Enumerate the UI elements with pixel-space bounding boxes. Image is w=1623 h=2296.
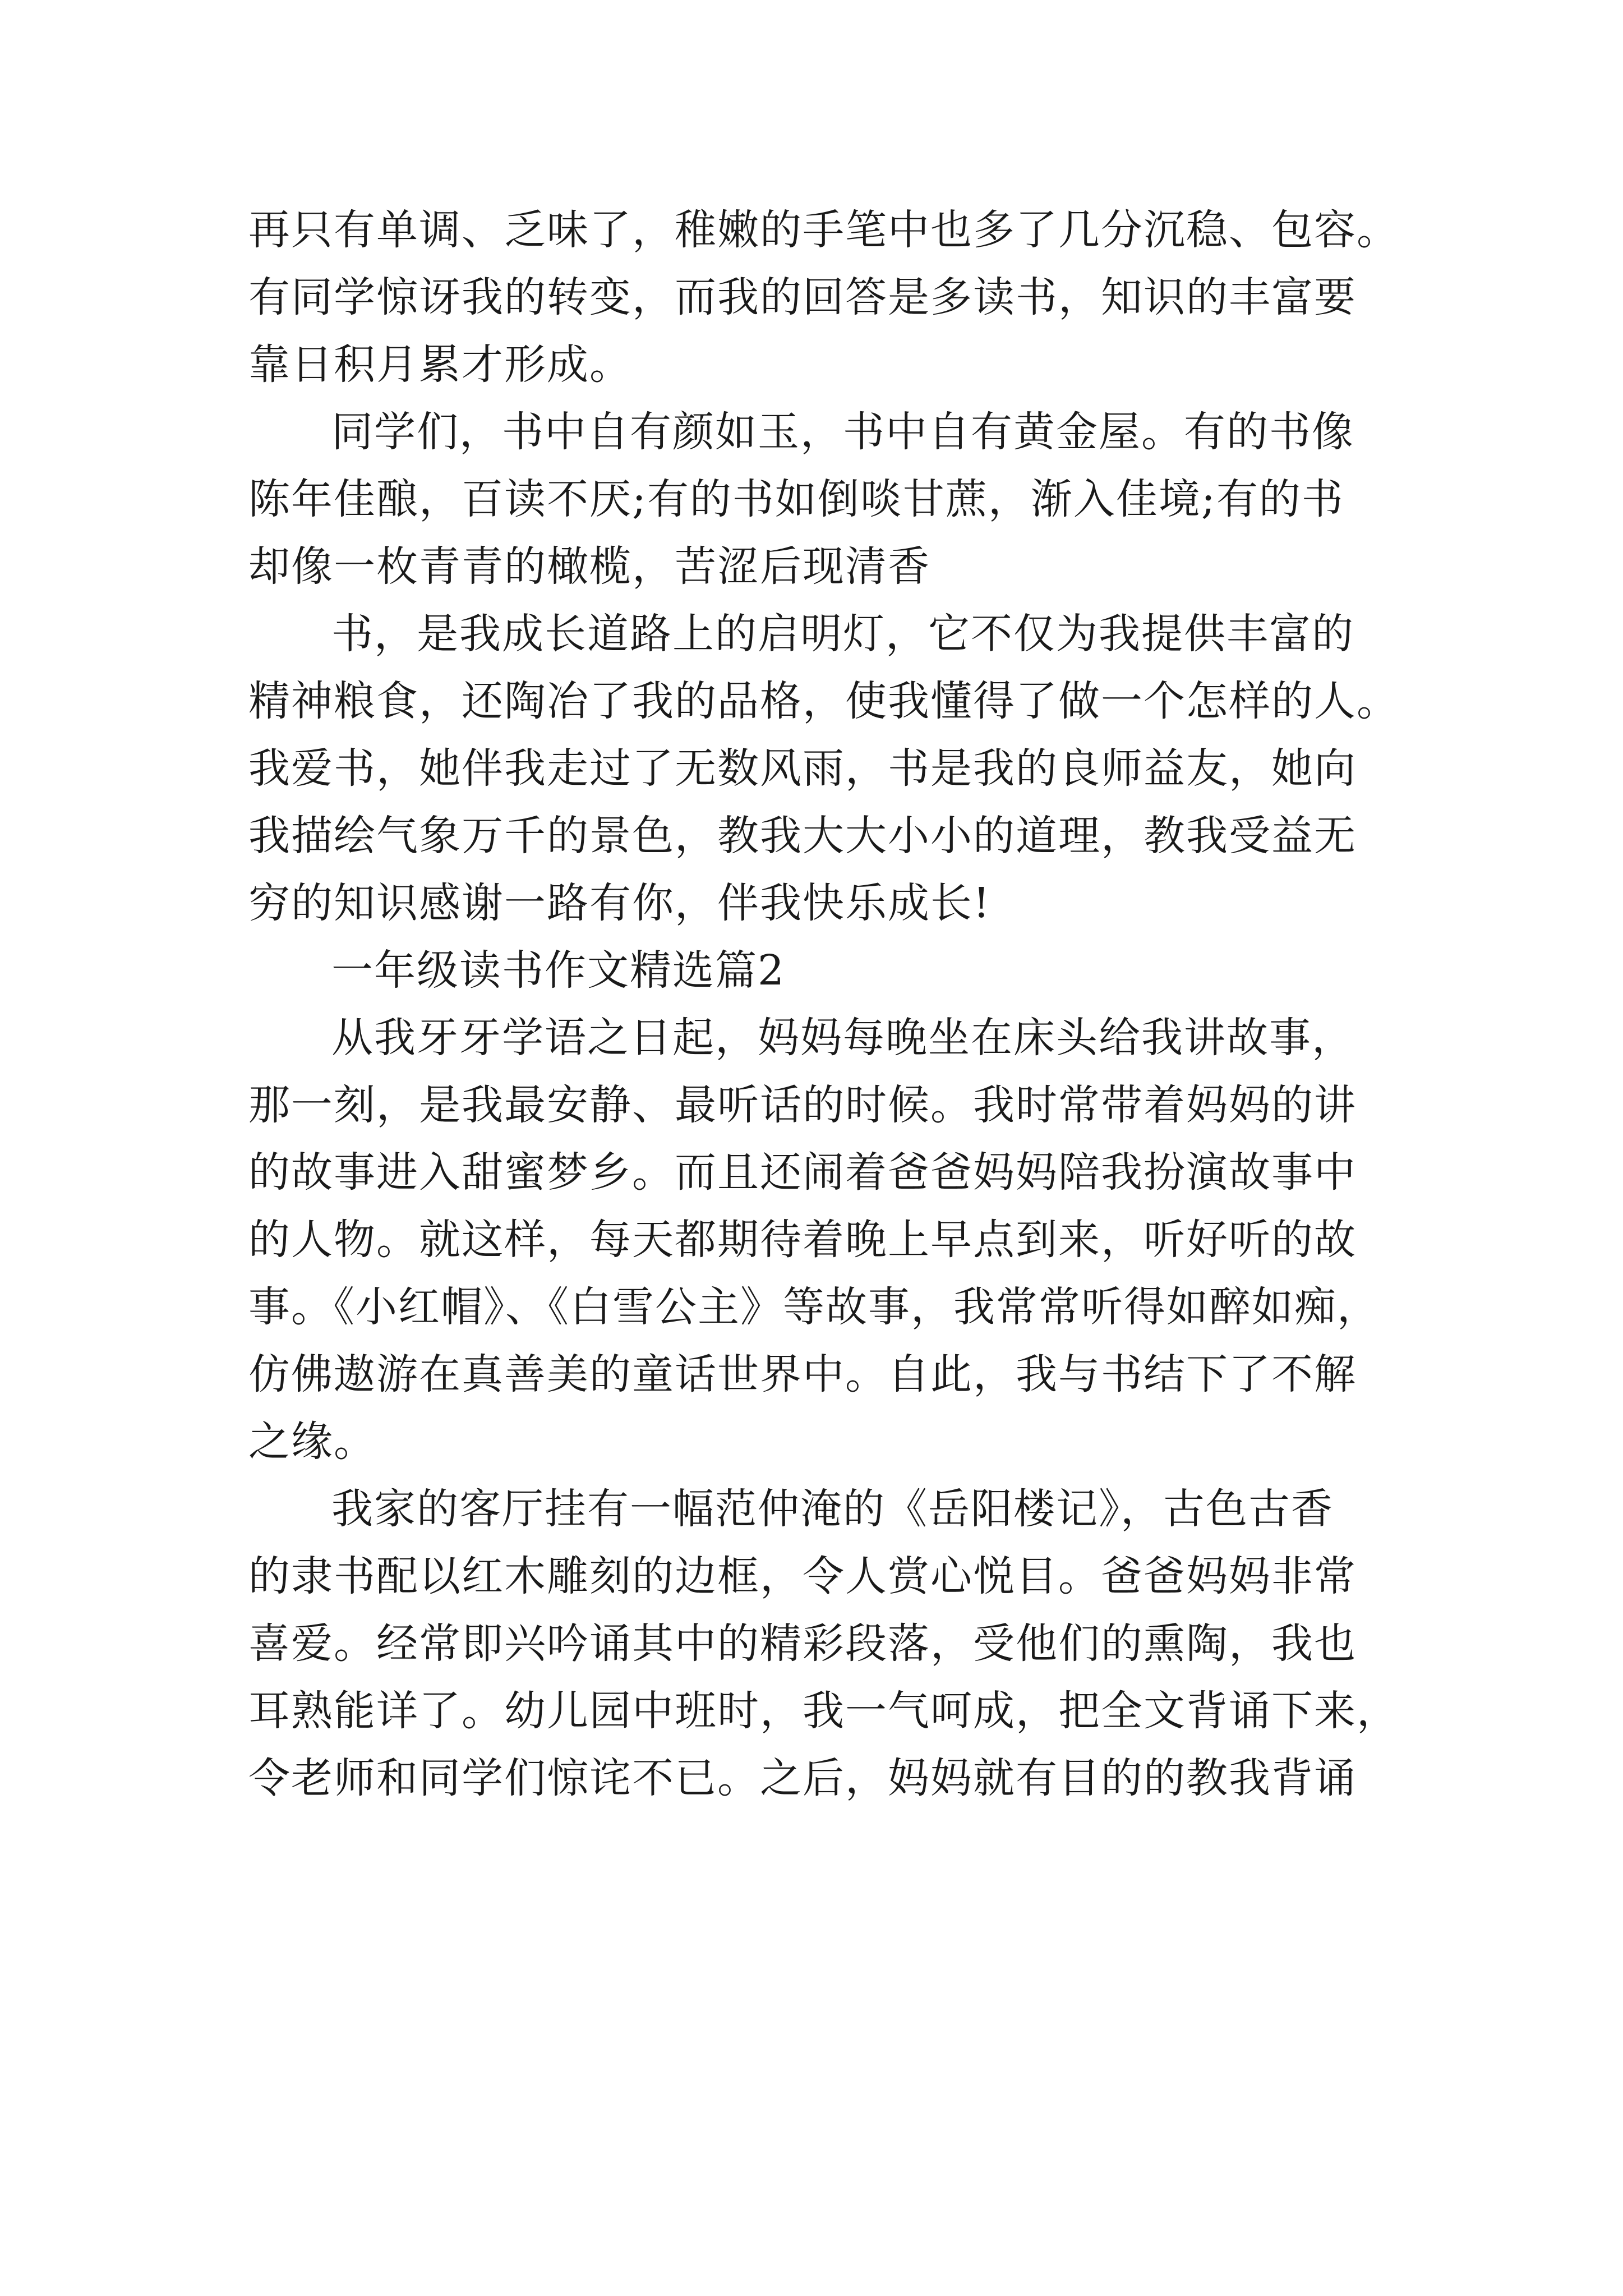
text-line: 仿佛遨游在真善美的童话世界中。自此，我与书结下了不解	[248, 1350, 1357, 1398]
text-line: 精神粮食，还陶冶了我的品格，使我懂得了做一个怎样的人。	[248, 677, 1399, 725]
text-line: 耳熟能详了。幼儿园中班时，我一气呵成，把全文背诵下来，	[248, 1687, 1399, 1735]
text-line: 我描绘气象万千的景色，教我大大小小的道理，教我受益无	[248, 812, 1357, 860]
text-line: 同学们，书中自有颜如玉，书中自有黄金屋。有的书像	[331, 408, 1354, 456]
text-line: 一年级读书作文精选篇2	[331, 946, 786, 995]
text-line: 令老师和同学们惊诧不已。之后，妈妈就有目的的教我背诵	[248, 1754, 1357, 1802]
text-line: 喜爱。经常即兴吟诵其中的精彩段落，受他们的熏陶，我也	[248, 1619, 1357, 1668]
text-line: 穷的知识感谢一路有你，伴我快乐成长!	[248, 879, 991, 927]
text-line: 陈年佳酿，百读不厌;有的书如倒啖甘蔗，渐入佳境;有的书	[248, 475, 1344, 523]
text-line: 书，是我成长道路上的启明灯，它不仅为我提供丰富的	[331, 610, 1354, 658]
text-line: 再只有单调、乏味了，稚嫩的手笔中也多了几分沉稳、包容。	[248, 206, 1399, 254]
document-body	[248, 196, 1399, 1812]
text-line: 我家的客厅挂有一幅范仲淹的《岳阳楼记》，古色古香	[331, 1485, 1334, 1533]
text-line: 却像一枚青青的橄榄，苦涩后现清香	[248, 542, 930, 591]
text-line: 有同学惊讶我的转变，而我的回答是多读书，知识的丰富要	[248, 273, 1357, 321]
text-line: 从我牙牙学语之日起，妈妈每晚坐在床头给我讲故事，	[331, 1014, 1354, 1062]
text-line: 的故事进入甜蜜梦乡。而且还闹着爸爸妈妈陪我扮演故事中	[248, 1148, 1357, 1197]
text-line: 我爱书，她伴我走过了无数风雨，书是我的良师益友，她向	[248, 744, 1357, 793]
text-line: 的人物。就这样，每天都期待着晚上早点到来，听好听的故	[248, 1216, 1357, 1264]
text-line: 事。《小红帽》、《白雪公主》等故事，我常常听得如醉如痴，	[248, 1283, 1380, 1331]
text-line: 之缘。	[248, 1418, 376, 1466]
text-line: 的隶书配以红木雕刻的边框，令人赏心悦目。爸爸妈妈非常	[248, 1552, 1357, 1600]
text-line: 那一刻，是我最安静、最听话的时候。我时常带着妈妈的讲	[248, 1081, 1357, 1129]
text-line: 靠日积月累才形成。	[248, 341, 632, 389]
